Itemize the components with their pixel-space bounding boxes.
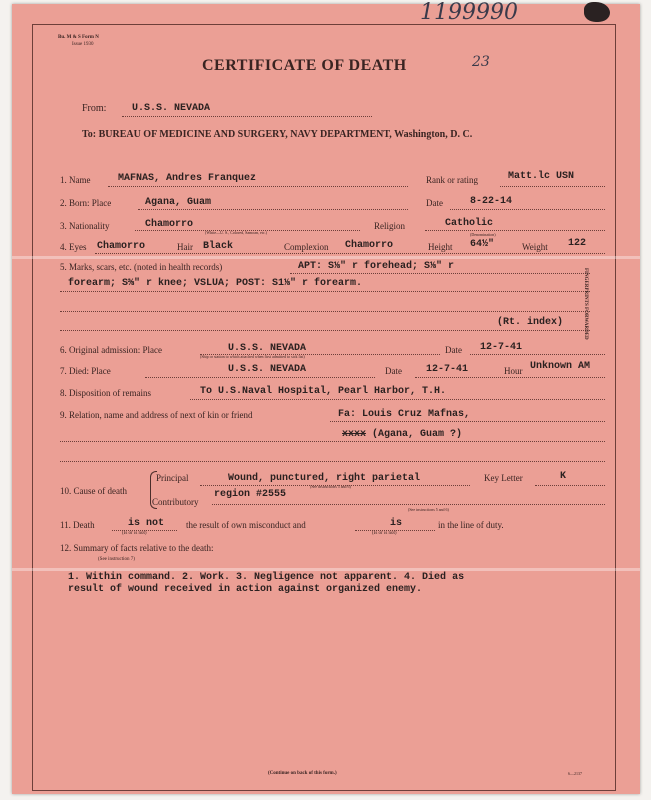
hour-value: Unknown AM — [530, 361, 591, 372]
fingerprint-stamp: FINGERPRINTS FORWARDED — [583, 268, 588, 340]
died-date: 12-7-41 — [426, 364, 469, 375]
eyes-value: Chamorro — [97, 241, 146, 252]
kin-value-1: Fa: Louis Cruz Mafnas, — [338, 409, 471, 420]
religion-value: Catholic — [445, 218, 494, 229]
height-value: 64½" — [470, 239, 495, 250]
field-line — [500, 186, 605, 187]
summary-instruction: (See instruction 7) — [98, 557, 135, 562]
hour-label: Hour — [504, 366, 523, 376]
field-line — [415, 377, 605, 378]
field-line — [450, 209, 605, 210]
born-date-label: Date — [426, 198, 443, 208]
contributory-value: region #2555 — [214, 489, 287, 500]
nationality-value: Chamorro — [145, 219, 194, 230]
field-line — [145, 377, 375, 378]
key-letter-label: Key Letter — [484, 473, 523, 483]
field-line — [290, 273, 590, 274]
died-date-label: Date — [385, 366, 402, 376]
disposition-value: To U.S.Naval Hospital, Pearl Harbor, T.H. — [200, 386, 447, 397]
religion-instruction: (Denomination) — [470, 232, 496, 237]
summary-line-2: result of wound received in action against organized enemy. — [68, 584, 423, 595]
form-id-line2: Issue 1930 — [72, 42, 94, 47]
page-title: CERTIFICATE OF DEATH — [202, 57, 407, 74]
principal-label: Principal — [156, 473, 189, 483]
field-line — [355, 530, 435, 531]
field-line — [60, 330, 590, 331]
field-line — [425, 230, 605, 231]
marks-value-1: APT: S⅛" r forehead; S⅛" r — [298, 261, 455, 272]
religion-label: Religion — [374, 221, 405, 231]
misconduct-value: is not — [128, 518, 165, 529]
rank-label: Rank or rating — [426, 175, 478, 185]
title-number: 23 — [472, 54, 490, 70]
field-line — [212, 504, 605, 505]
eyes-label: 4. Eyes — [60, 242, 87, 252]
admission-instruction: (Ship or station to which attached when first admitted to sick list) — [200, 354, 305, 359]
form-id-line1: Bu. M & S Form N — [58, 35, 99, 40]
field-line — [108, 186, 408, 187]
stamp-number: 1199990 — [420, 0, 518, 25]
admission-label: 6. Original admission: Place — [60, 345, 162, 355]
footer-note: (Continue on back of this form.) — [268, 771, 337, 776]
admission-date: 12-7-41 — [480, 342, 523, 353]
complexion-label: Complexion — [284, 242, 329, 252]
footer-code: 6—2137 — [568, 771, 582, 776]
kin-label: 9. Relation, name and address of next of kin or friend — [60, 410, 253, 420]
born-date-value: 8-22-14 — [470, 196, 513, 207]
died-place-label: 7. Died: Place — [60, 366, 111, 376]
disposition-label: 8. Disposition of remains — [60, 388, 151, 398]
key-letter-value: K — [560, 471, 567, 482]
name-value: MAFNAS, Andres Franquez — [118, 173, 257, 184]
marks-label: 5. Marks, scars, etc. (noted in health records) — [60, 262, 223, 272]
duty-text: in the line of duty. — [438, 520, 504, 530]
contributory-instruction: (See instructions 5 and 6) — [408, 507, 449, 512]
rank-value: Matt.lc USN — [508, 171, 575, 182]
born-place-label: 2. Born: Place — [60, 198, 112, 208]
admission-date-label: Date — [445, 345, 462, 355]
field-line — [60, 311, 590, 312]
weight-label: Weight — [522, 242, 548, 252]
contributory-label: Contributory — [152, 497, 199, 507]
from-label: From: — [82, 103, 107, 114]
summary-label: 12. Summary of facts relative to the death: — [60, 543, 214, 553]
summary-line-1: 1. Within command. 2. Work. 3. Negligence not apparent. 4. Died as — [68, 572, 465, 583]
marks-value-2: forearm; S⅜" r knee; VSLUA; POST: S1⅛" r forearm. — [68, 278, 363, 289]
field-line — [95, 253, 605, 254]
ink-blot — [584, 2, 610, 22]
complexion-value: Chamorro — [345, 240, 394, 251]
misconduct-instruction: (Is or is not) — [122, 531, 147, 536]
field-line — [470, 354, 605, 355]
field-line — [60, 291, 590, 292]
kin-value-2: (Agana, Guam ?) — [372, 429, 463, 440]
to-line: To: BUREAU OF MEDICINE AND SURGERY, NAVY DEPARTMENT, Washington, D. C. — [82, 129, 473, 140]
nationality-label: 3. Nationality — [60, 221, 110, 231]
field-line — [535, 485, 605, 486]
line-of-duty-value: is — [390, 518, 403, 529]
hair-value: Black — [203, 241, 234, 252]
misconduct-text: the result of own misconduct and — [186, 520, 306, 530]
marks-value-3: (Rt. index) — [497, 317, 564, 328]
field-line — [330, 421, 605, 422]
field-line — [60, 441, 605, 442]
paper-fold — [12, 256, 640, 259]
born-place-value: Agana, Guam — [145, 197, 212, 208]
cause-label: 10. Cause of death — [60, 486, 127, 496]
principal-instruction: (See instructions 5 and 6) — [310, 484, 351, 489]
hair-label: Hair — [177, 242, 193, 252]
principal-value: Wound, punctured, right parietal — [228, 473, 421, 484]
weight-value: 122 — [568, 238, 587, 249]
field-line — [112, 530, 177, 531]
field-line — [200, 354, 440, 355]
field-line — [122, 116, 372, 117]
name-label: 1. Name — [60, 175, 91, 185]
field-line — [60, 461, 605, 462]
kin-struck-text: xxxx — [342, 429, 367, 440]
paper-fold — [12, 568, 640, 571]
duty-instruction: (Is or is not) — [372, 531, 397, 536]
field-line — [190, 399, 605, 400]
admission-place: U.S.S. NEVADA — [228, 343, 307, 354]
from-value: U.S.S. NEVADA — [132, 103, 211, 114]
field-line — [200, 485, 470, 486]
died-place: U.S.S. NEVADA — [228, 364, 307, 375]
field-line — [138, 209, 408, 210]
misconduct-label: 11. Death — [60, 520, 95, 530]
height-label: Height — [428, 242, 453, 252]
nationality-instruction: (White—U. S., Colored, Samoan, etc.) — [205, 230, 267, 235]
field-line — [135, 230, 360, 231]
